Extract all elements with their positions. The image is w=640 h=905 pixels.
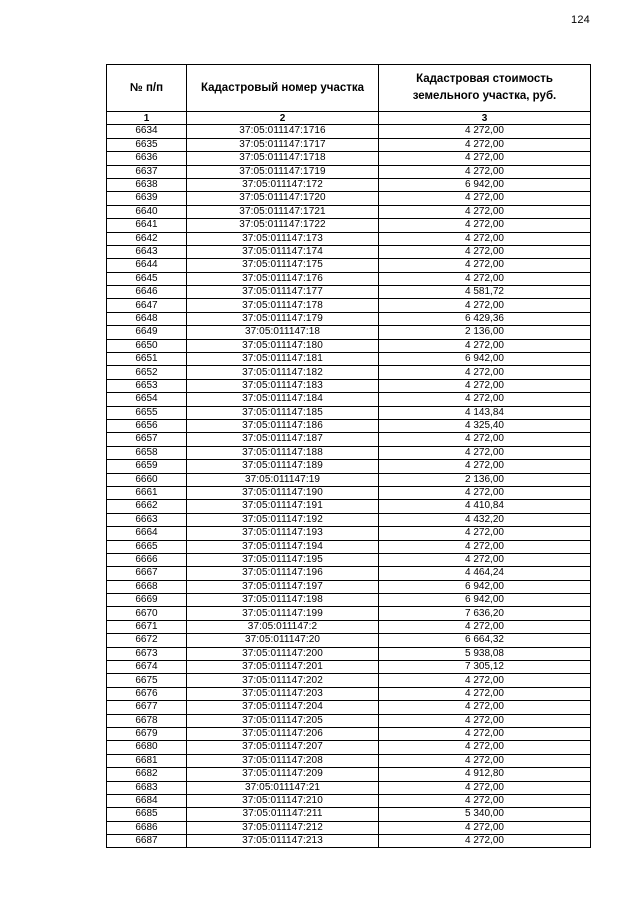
row-number-cell: 6684 [107, 794, 187, 807]
cadastral-number-cell: 37:05:011147:179 [187, 312, 379, 325]
cadastral-value-cell: 4 272,00 [379, 486, 591, 499]
cadastral-number-cell: 37:05:011147:173 [187, 232, 379, 245]
cadastral-value-cell: 2 136,00 [379, 326, 591, 339]
cadastral-value-cell: 4 272,00 [379, 701, 591, 714]
cadastral-value-cell: 4 272,00 [379, 138, 591, 151]
table-row [107, 286, 591, 299]
table-row [107, 835, 591, 848]
cadastral-value-cell: 4 432,20 [379, 513, 591, 526]
cadastral-number-cell: 37:05:011147:208 [187, 754, 379, 767]
table-row [107, 727, 591, 740]
cadastral-number-cell: 37:05:011147:177 [187, 286, 379, 299]
row-number-cell: 6646 [107, 286, 187, 299]
row-number-cell: 6679 [107, 727, 187, 740]
table-row [107, 647, 591, 660]
page-number: 124 [571, 14, 590, 26]
cadastral-number-cell: 37:05:011147:199 [187, 607, 379, 620]
cadastral-number-cell: 37:05:011147:1720 [187, 192, 379, 205]
table-row [107, 272, 591, 285]
cadastral-value-cell: 4 912,80 [379, 768, 591, 781]
cadastral-value-cell: 4 272,00 [379, 460, 591, 473]
cadastral-value-cell: 4 272,00 [379, 339, 591, 352]
row-number-cell: 6664 [107, 527, 187, 540]
row-number-cell: 6652 [107, 366, 187, 379]
cadastral-number-cell: 37:05:011147:213 [187, 835, 379, 848]
cadastral-number-cell: 37:05:011147:180 [187, 339, 379, 352]
cadastral-value-cell: 4 272,00 [379, 205, 591, 218]
cadastral-number-cell: 37:05:011147:194 [187, 540, 379, 553]
table-row [107, 513, 591, 526]
table-row [107, 808, 591, 821]
cadastral-number-cell: 37:05:011147:1722 [187, 219, 379, 232]
cadastral-number-cell: 37:05:011147:209 [187, 768, 379, 781]
row-number-cell: 6656 [107, 419, 187, 432]
row-number-cell: 6678 [107, 714, 187, 727]
cadastral-value-cell: 4 272,00 [379, 553, 591, 566]
cadastral-value-cell: 4 272,00 [379, 366, 591, 379]
cadastral-value-cell: 4 272,00 [379, 794, 591, 807]
row-number-cell: 6687 [107, 835, 187, 848]
table-row [107, 486, 591, 499]
table-row [107, 259, 591, 272]
cadastral-number-cell: 37:05:011147:174 [187, 245, 379, 258]
table-row [107, 406, 591, 419]
table-row [107, 460, 591, 473]
cadastral-value-cell: 4 272,00 [379, 527, 591, 540]
cadastral-number-cell: 37:05:011147:185 [187, 406, 379, 419]
table-row [107, 781, 591, 794]
table-row [107, 594, 591, 607]
cadastral-value-cell: 4 272,00 [379, 152, 591, 165]
header-cadastral-number: Кадастровый номер участка [187, 65, 379, 112]
row-number-cell: 6666 [107, 553, 187, 566]
cadastral-value-cell: 4 272,00 [379, 433, 591, 446]
cadastral-value-cell: 4 272,00 [379, 125, 591, 138]
table-row [107, 794, 591, 807]
table-row [107, 580, 591, 593]
row-number-cell: 6681 [107, 754, 187, 767]
table-row [107, 219, 591, 232]
table-row [107, 674, 591, 687]
cadastral-value-cell: 6 664,32 [379, 634, 591, 647]
cadastral-number-cell: 37:05:011147:176 [187, 272, 379, 285]
cadastral-value-cell: 6 942,00 [379, 353, 591, 366]
table-row [107, 138, 591, 151]
cadastral-value-cell: 4 272,00 [379, 741, 591, 754]
cadastral-number-cell: 37:05:011147:203 [187, 687, 379, 700]
row-number-cell: 6677 [107, 701, 187, 714]
cadastral-value-cell: 4 272,00 [379, 714, 591, 727]
table-row [107, 607, 591, 620]
cadastral-number-cell: 37:05:011147:186 [187, 419, 379, 432]
cadastral-number-cell: 37:05:011147:188 [187, 446, 379, 459]
table-row [107, 768, 591, 781]
row-number-cell: 6636 [107, 152, 187, 165]
row-number-cell: 6671 [107, 620, 187, 633]
row-number-cell: 6638 [107, 178, 187, 191]
row-number-cell: 6680 [107, 741, 187, 754]
cadastral-value-cell: 6 942,00 [379, 178, 591, 191]
cadastral-number-cell: 37:05:011147:178 [187, 299, 379, 312]
cadastral-value-cell: 4 272,00 [379, 379, 591, 392]
table-row [107, 567, 591, 580]
row-number-cell: 6639 [107, 192, 187, 205]
header-row-number: № п/п [107, 65, 187, 112]
table-row [107, 701, 591, 714]
cadastral-number-cell: 37:05:011147:172 [187, 178, 379, 191]
table-row [107, 326, 591, 339]
cadastral-value-cell: 4 272,00 [379, 165, 591, 178]
cadastral-number-cell: 37:05:011147:20 [187, 634, 379, 647]
cadastral-value-cell: 4 272,00 [379, 393, 591, 406]
cadastral-value-cell: 7 636,20 [379, 607, 591, 620]
row-number-cell: 6653 [107, 379, 187, 392]
cadastral-number-cell: 37:05:011147:19 [187, 473, 379, 486]
cadastral-number-cell: 37:05:011147:207 [187, 741, 379, 754]
table-row [107, 433, 591, 446]
cadastral-number-cell: 37:05:011147:1718 [187, 152, 379, 165]
cadastral-number-cell: 37:05:011147:206 [187, 727, 379, 740]
table-row [107, 527, 591, 540]
cadastral-value-cell: 4 272,00 [379, 781, 591, 794]
cadastral-number-cell: 37:05:011147:193 [187, 527, 379, 540]
row-number-cell: 6662 [107, 500, 187, 513]
table-row [107, 245, 591, 258]
table-row [107, 714, 591, 727]
table-row [107, 312, 591, 325]
row-number-cell: 6674 [107, 661, 187, 674]
cadastral-number-cell: 37:05:011147:1719 [187, 165, 379, 178]
cadastral-number-cell: 37:05:011147:21 [187, 781, 379, 794]
cadastral-number-cell: 37:05:011147:1721 [187, 205, 379, 218]
cadastral-value-cell: 5 340,00 [379, 808, 591, 821]
cadastral-value-cell: 4 272,00 [379, 835, 591, 848]
row-number-cell: 6672 [107, 634, 187, 647]
row-number-cell: 6673 [107, 647, 187, 660]
row-number-cell: 6683 [107, 781, 187, 794]
row-number-cell: 6649 [107, 326, 187, 339]
cadastral-value-cell: 2 136,00 [379, 473, 591, 486]
table-row [107, 339, 591, 352]
row-number-cell: 6660 [107, 473, 187, 486]
table-row [107, 553, 591, 566]
cadastral-value-cell: 4 272,00 [379, 446, 591, 459]
cadastral-number-cell: 37:05:011147:187 [187, 433, 379, 446]
cadastral-value-cell: 4 272,00 [379, 219, 591, 232]
table-row [107, 178, 591, 191]
cadastral-value-cell: 4 272,00 [379, 540, 591, 553]
cadastral-value-cell: 4 272,00 [379, 674, 591, 687]
row-number-cell: 6644 [107, 259, 187, 272]
column-number-1: 1 [107, 112, 187, 125]
cadastral-value-cell: 4 272,00 [379, 232, 591, 245]
cadastral-value-cell: 4 272,00 [379, 821, 591, 834]
table-row [107, 620, 591, 633]
row-number-cell: 6663 [107, 513, 187, 526]
cadastral-value-cell: 4 272,00 [379, 687, 591, 700]
cadastral-number-cell: 37:05:011147:197 [187, 580, 379, 593]
cadastral-value-cell: 6 942,00 [379, 580, 591, 593]
row-number-cell: 6643 [107, 245, 187, 258]
row-number-cell: 6655 [107, 406, 187, 419]
cadastral-number-cell: 37:05:011147:198 [187, 594, 379, 607]
cadastral-value-cell: 4 272,00 [379, 620, 591, 633]
cadastral-number-cell: 37:05:011147:184 [187, 393, 379, 406]
cadastral-value-cell: 4 325,40 [379, 419, 591, 432]
row-number-cell: 6676 [107, 687, 187, 700]
row-number-cell: 6658 [107, 446, 187, 459]
cadastral-number-cell: 37:05:011147:189 [187, 460, 379, 473]
row-number-cell: 6641 [107, 219, 187, 232]
cadastral-value-cell: 6 942,00 [379, 594, 591, 607]
cadastral-value-cell: 4 272,00 [379, 192, 591, 205]
table-row [107, 379, 591, 392]
row-number-cell: 6675 [107, 674, 187, 687]
cadastral-value-cell: 4 143,84 [379, 406, 591, 419]
table-row [107, 687, 591, 700]
table-row [107, 473, 591, 486]
row-number-cell: 6635 [107, 138, 187, 151]
row-number-cell: 6670 [107, 607, 187, 620]
cadastral-value-cell: 4 581,72 [379, 286, 591, 299]
cadastral-value-cell: 4 272,00 [379, 245, 591, 258]
cadastral-number-cell: 37:05:011147:183 [187, 379, 379, 392]
table-row [107, 661, 591, 674]
table-row [107, 366, 591, 379]
cadastral-number-cell: 37:05:011147:201 [187, 661, 379, 674]
row-number-cell: 6648 [107, 312, 187, 325]
row-number-cell: 6654 [107, 393, 187, 406]
row-number-cell: 6686 [107, 821, 187, 834]
cadastral-number-cell: 37:05:011147:18 [187, 326, 379, 339]
row-number-cell: 6642 [107, 232, 187, 245]
cadastral-number-cell: 37:05:011147:211 [187, 808, 379, 821]
row-number-cell: 6645 [107, 272, 187, 285]
cadastral-number-cell: 37:05:011147:175 [187, 259, 379, 272]
cadastral-number-cell: 37:05:011147:1716 [187, 125, 379, 138]
table-row [107, 419, 591, 432]
table-row [107, 821, 591, 834]
table-row [107, 192, 591, 205]
row-number-cell: 6665 [107, 540, 187, 553]
cadastral-number-cell: 37:05:011147:195 [187, 553, 379, 566]
table-row [107, 500, 591, 513]
table-row [107, 165, 591, 178]
row-number-cell: 6667 [107, 567, 187, 580]
row-number-cell: 6661 [107, 486, 187, 499]
row-number-cell: 6657 [107, 433, 187, 446]
row-number-cell: 6647 [107, 299, 187, 312]
table-row [107, 232, 591, 245]
table-row [107, 540, 591, 553]
cadastral-number-cell: 37:05:011147:210 [187, 794, 379, 807]
table-row [107, 446, 591, 459]
cadastral-number-cell: 37:05:011147:1717 [187, 138, 379, 151]
cadastral-number-cell: 37:05:011147:182 [187, 366, 379, 379]
cadastral-value-cell: 7 305,12 [379, 661, 591, 674]
cadastral-value-cell: 4 464,24 [379, 567, 591, 580]
table-row [107, 754, 591, 767]
table-row [107, 152, 591, 165]
row-number-cell: 6634 [107, 125, 187, 138]
cadastral-value-cell: 4 272,00 [379, 272, 591, 285]
row-number-cell: 6685 [107, 808, 187, 821]
cadastral-number-cell: 37:05:011147:200 [187, 647, 379, 660]
header-cadastral-value: Кадастровая стоимость земельного участка, руб. [379, 65, 591, 112]
row-number-cell: 6668 [107, 580, 187, 593]
cadastral-value-cell: 6 429,36 [379, 312, 591, 325]
cadastral-number-cell: 37:05:011147:190 [187, 486, 379, 499]
row-number-cell: 6659 [107, 460, 187, 473]
cadastral-number-cell: 37:05:011147:196 [187, 567, 379, 580]
cadastral-number-cell: 37:05:011147:2 [187, 620, 379, 633]
column-number-2: 2 [187, 112, 379, 125]
row-number-cell: 6669 [107, 594, 187, 607]
cadastral-number-cell: 37:05:011147:181 [187, 353, 379, 366]
table-row [107, 353, 591, 366]
cadastral-number-cell: 37:05:011147:192 [187, 513, 379, 526]
row-number-cell: 6682 [107, 768, 187, 781]
table-header-row [107, 65, 591, 112]
row-number-cell: 6651 [107, 353, 187, 366]
table-row [107, 205, 591, 218]
table-row [107, 125, 591, 138]
table-row [107, 634, 591, 647]
cadastral-value-cell: 4 272,00 [379, 754, 591, 767]
cadastral-number-cell: 37:05:011147:204 [187, 701, 379, 714]
cadastral-number-cell: 37:05:011147:202 [187, 674, 379, 687]
column-number-row [107, 112, 591, 125]
cadastral-number-cell: 37:05:011147:212 [187, 821, 379, 834]
row-number-cell: 6637 [107, 165, 187, 178]
row-number-cell: 6650 [107, 339, 187, 352]
cadastral-value-cell: 4 272,00 [379, 727, 591, 740]
row-number-cell: 6640 [107, 205, 187, 218]
column-number-3: 3 [379, 112, 591, 125]
cadastral-value-cell: 5 938,08 [379, 647, 591, 660]
cadastral-value-cell: 4 410,84 [379, 500, 591, 513]
table-row [107, 299, 591, 312]
cadastral-value-table [106, 64, 591, 848]
table-row [107, 741, 591, 754]
cadastral-number-cell: 37:05:011147:191 [187, 500, 379, 513]
cadastral-value-cell: 4 272,00 [379, 299, 591, 312]
cadastral-number-cell: 37:05:011147:205 [187, 714, 379, 727]
table-row [107, 393, 591, 406]
cadastral-value-cell: 4 272,00 [379, 259, 591, 272]
